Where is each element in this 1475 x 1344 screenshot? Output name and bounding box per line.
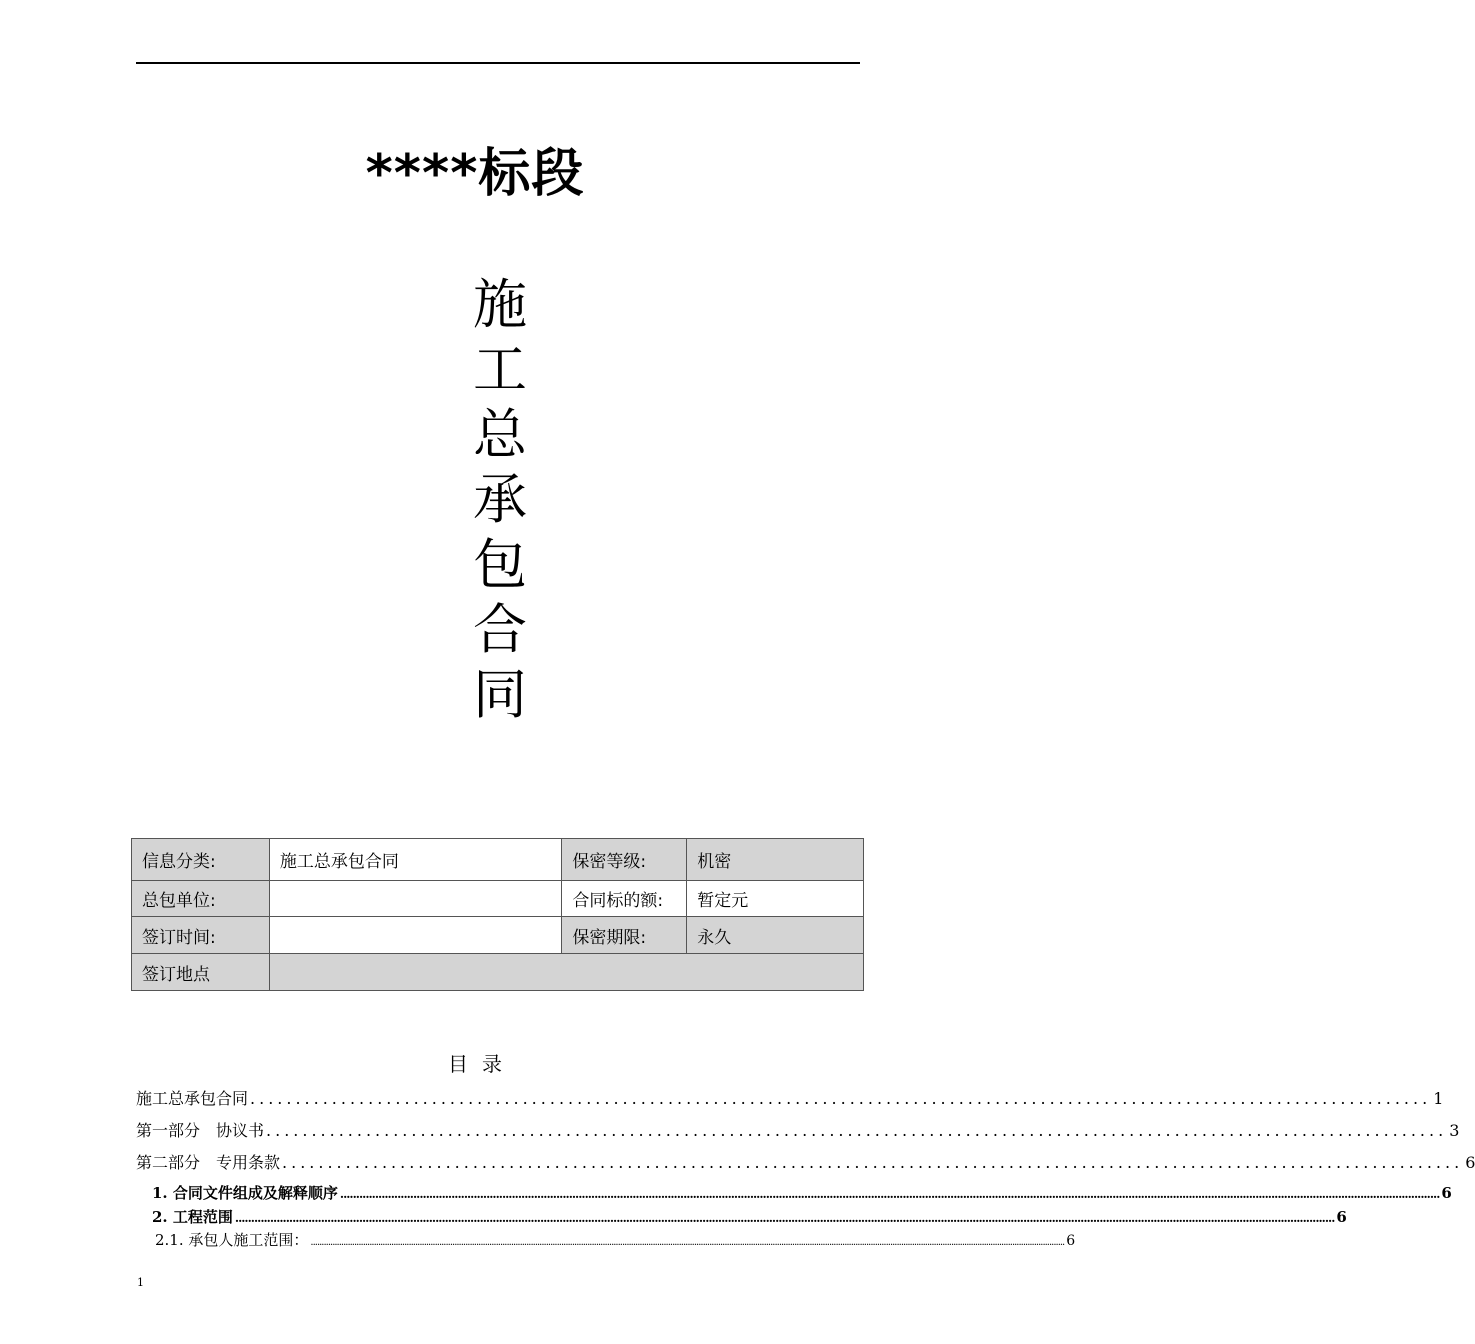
toc-entry-page: 1 — [1433, 1089, 1444, 1108]
toc-entry-label: 1. 合同文件组成及解释顺序 — [152, 1184, 338, 1202]
toc-entry-label: 施工总承包合同 — [136, 1089, 249, 1108]
toc-entry-page: 6 — [1441, 1184, 1452, 1202]
cover-title-char: 同 — [473, 663, 527, 726]
page-number: 1 — [137, 1276, 144, 1289]
toc-entry-page: 6 — [1465, 1153, 1475, 1172]
info-value-sign-date — [269, 917, 562, 954]
toc-leader: .......................................................................................................................................................................................................................................................................................................................................................... — [234, 1211, 1335, 1225]
cover-title-vertical — [440, 272, 560, 727]
info-value-category: 施工总承包合同 — [269, 839, 562, 881]
table-row — [132, 917, 864, 954]
toc-entry-label: 第二部分 专用条款 — [136, 1153, 281, 1172]
cover-title-char: 总 — [473, 403, 527, 466]
contract-info-table — [131, 838, 864, 991]
table-row — [132, 839, 864, 881]
info-label-sign-date: 签订时间: — [132, 917, 270, 954]
table-row — [132, 881, 864, 917]
cover-title-char: 施 — [473, 273, 527, 336]
toc-entry-page: 3 — [1449, 1121, 1460, 1140]
info-label-secrecy-level: 保密等级: — [562, 839, 687, 881]
info-label-contractor: 总包单位: — [132, 881, 270, 917]
info-label-category: 信息分类: — [132, 839, 270, 881]
toc-entry[interactable] — [136, 1150, 1475, 1172]
info-value-secrecy-period: 永久 — [687, 917, 864, 954]
toc-leader: .......................................................................................................................................................................................................................................................................................................................................................... — [339, 1187, 1440, 1201]
toc-leader: .................................................................................................................................. — [250, 1089, 1432, 1108]
info-label-contract-amount: 合同标的额: — [562, 881, 687, 917]
toc-leader: .......................................................................................................................................................................................................................................................................................................................................................... — [310, 1237, 1065, 1248]
cover-title-char: 承 — [473, 468, 527, 531]
info-value-secrecy-level: 机密 — [687, 839, 864, 881]
info-value-contractor — [269, 881, 562, 917]
toc-heading: 目录 — [448, 1052, 516, 1076]
cover-title-section: ****标段 — [365, 144, 585, 204]
toc-entry-label: 第一部分 协议书 — [136, 1121, 265, 1140]
cover-title-char: 包 — [473, 533, 527, 596]
toc-entry[interactable] — [152, 1182, 1452, 1202]
info-value-contract-amount: 暂定元 — [687, 881, 864, 917]
cover-title-char: 工 — [473, 338, 527, 401]
toc-entry-label: 2. 工程范围 — [152, 1208, 233, 1226]
toc-leader: .................................................................................................................................. — [282, 1153, 1464, 1172]
toc-entry-label: 2.1. 承包人施工范围： — [155, 1231, 309, 1249]
toc-leader: .................................................................................................................................. — [266, 1121, 1448, 1140]
toc-entry[interactable] — [136, 1118, 1460, 1140]
toc-entry-page: 6 — [1336, 1208, 1347, 1226]
info-label-secrecy-period: 保密期限: — [562, 917, 687, 954]
info-value-sign-place — [269, 954, 863, 991]
table-row — [132, 954, 864, 991]
toc-entry-page: 6 — [1066, 1233, 1076, 1249]
toc-entry[interactable] — [136, 1086, 1444, 1108]
cover-title-char: 合 — [473, 598, 527, 661]
header-rule — [136, 62, 860, 64]
info-label-sign-place: 签订地点 — [132, 954, 270, 991]
toc-entry[interactable] — [152, 1206, 1347, 1226]
toc-entry[interactable] — [155, 1229, 1076, 1249]
